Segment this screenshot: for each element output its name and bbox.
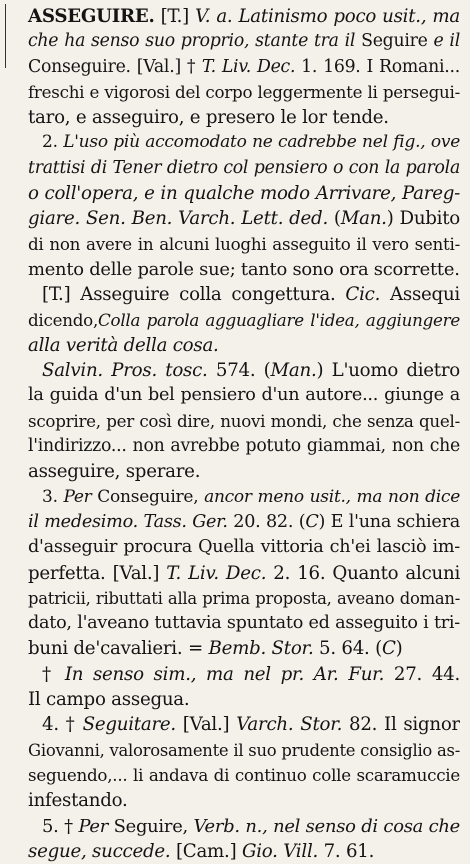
text-run: 2. bbox=[42, 132, 64, 153]
italic-run: Salvin. Pros. tosc. bbox=[42, 360, 208, 382]
text-run: dicendo, bbox=[28, 309, 99, 330]
italic-run: Gio. Vill. bbox=[241, 840, 319, 862]
text-line bbox=[8, 29, 460, 54]
text-run: asseguire, sperare. bbox=[28, 461, 201, 483]
italic-run: ma bbox=[432, 6, 460, 27]
text-run: mento delle parole sue; tanto sono ora scorrette. bbox=[28, 258, 460, 280]
text-run: l'indirizzo... non avrebbe potuto giammai, non che bbox=[28, 436, 460, 457]
text-run: scoprire, per così dire, nuovi mondi, che senza quel- bbox=[28, 410, 460, 431]
text-run: ) L'uomo dietro bbox=[316, 360, 460, 382]
text-run: 5. † bbox=[42, 815, 79, 837]
italic-run: Bemb. Stor. bbox=[208, 638, 314, 660]
text-line bbox=[8, 257, 460, 282]
headword: ASSEGUIRE. bbox=[28, 6, 155, 27]
italic-run: Colla parola agguagliare l'idea, aggiungere bbox=[98, 309, 460, 330]
text-run: ) Dubito bbox=[386, 208, 460, 230]
text-line bbox=[8, 712, 460, 737]
italic-run: T. Liv. Dec. bbox=[201, 56, 296, 77]
italic-run: Man. bbox=[270, 360, 317, 382]
text-line bbox=[8, 130, 460, 155]
text-line bbox=[8, 80, 460, 105]
text-run: perfetta. [Val.] bbox=[28, 562, 167, 584]
text-line bbox=[8, 4, 460, 29]
text-line bbox=[8, 485, 460, 510]
text-run: d'asseguir procura Quella vittoria ch'ei lasciò im- bbox=[28, 537, 460, 558]
text-run: ( bbox=[327, 208, 341, 230]
italic-run: C bbox=[381, 638, 396, 660]
text-run: 574. ( bbox=[207, 360, 271, 382]
text-line bbox=[8, 358, 460, 383]
text-run: [Val.] bbox=[175, 714, 237, 736]
text-line bbox=[8, 763, 460, 788]
text-run: 82. Il signor bbox=[342, 714, 460, 736]
text-run: 7. 61. bbox=[318, 840, 375, 862]
italic-run: Varch. Stor. bbox=[236, 714, 343, 736]
italic-run: Per bbox=[63, 486, 92, 507]
italic-run: il medesimo. Tass. Ger. bbox=[28, 511, 228, 532]
text-run: Seguire bbox=[355, 31, 434, 52]
italic-run: alla verità della cosa. bbox=[28, 334, 219, 356]
text-line bbox=[8, 738, 460, 763]
text-run: dato, l'aveano tuttavia spuntato ed asseguito i tri- bbox=[28, 613, 460, 634]
italic-run: T. Liv. Dec. bbox=[166, 562, 267, 584]
text-line bbox=[8, 788, 460, 813]
text-run: la guida d'un bel pensiero d'un autore... giunge a bbox=[28, 385, 460, 406]
text-run: patricii, ributtati alla prima proposta, aveano doman- bbox=[28, 588, 460, 608]
italic-run: C bbox=[305, 511, 319, 532]
text-run: freschi e vigorosi del corpo leggermente li persegui- bbox=[28, 81, 460, 102]
italic-run: In senso sim., ma nel pr. Ar. Fur. bbox=[64, 663, 385, 685]
text-run: Giovanni, valorosamente il suo prudente consiglio as- bbox=[28, 740, 460, 760]
text-line bbox=[8, 662, 460, 687]
text-run: [Cam.] bbox=[170, 840, 242, 862]
text-run: ) E l'una schiera bbox=[318, 511, 460, 532]
text-run: [T.] Asseguire colla congettura. bbox=[42, 284, 346, 306]
italic-run: Seguitare. bbox=[82, 714, 176, 736]
text-run: 2. 16. Quanto alcuni bbox=[266, 562, 460, 584]
italic-run: e il bbox=[433, 31, 460, 52]
text-run: 20. 82. ( bbox=[227, 511, 306, 532]
text-line bbox=[8, 206, 460, 231]
text-run: infestando. bbox=[28, 790, 128, 812]
text-line bbox=[8, 434, 460, 459]
text-run: Conseguire, bbox=[91, 486, 205, 507]
text-run: Assequi bbox=[380, 284, 460, 306]
italic-run: giare. Sen. Ben. Varch. Lett. ded. bbox=[28, 208, 328, 230]
italic-run: Verb. n., nel senso di cosa che bbox=[193, 815, 460, 837]
text-run: Il campo assegua. bbox=[28, 689, 190, 711]
italic-run: V. a. Latinismo poco usit., bbox=[195, 6, 427, 27]
italic-run: trattisi di bbox=[28, 157, 107, 178]
text-run: 4. † bbox=[42, 714, 83, 736]
italic-run: o coll'opera, e in qualche modo bbox=[28, 183, 310, 205]
text-line bbox=[8, 308, 460, 333]
text-line bbox=[8, 561, 460, 586]
text-line bbox=[8, 383, 460, 408]
italic-run: Man. bbox=[340, 208, 387, 230]
text-line bbox=[8, 156, 460, 181]
text-run: 5. 64. ( bbox=[313, 638, 382, 660]
text-line bbox=[8, 409, 460, 434]
text-line bbox=[8, 282, 460, 307]
text-run: ) bbox=[395, 638, 403, 660]
text-run: Seguire, bbox=[108, 815, 194, 837]
text-line bbox=[8, 510, 460, 535]
italic-run: che ha senso suo proprio, stante tra il bbox=[28, 31, 356, 52]
text-line bbox=[8, 55, 460, 80]
italic-run: Arrivare, Pareg- bbox=[309, 183, 460, 205]
text-line bbox=[8, 535, 460, 560]
text-line bbox=[8, 232, 460, 257]
italic-run: Tener dietro col pensiero o con la parola bbox=[106, 157, 460, 178]
text-line bbox=[8, 181, 460, 206]
text-run: di non avere in alcuni luoghi asseguito il vero senti- bbox=[28, 233, 460, 254]
italic-run: L'uso più accomodato ne cadrebbe nel fig., ove bbox=[63, 132, 460, 153]
text-run: 1. 169. I Romani... bbox=[295, 56, 460, 77]
text-run: 27. 44. bbox=[384, 663, 460, 685]
text-line bbox=[8, 611, 460, 636]
text-line bbox=[8, 687, 460, 712]
italic-run: segue, succede. bbox=[28, 840, 171, 862]
italic-run: ancor meno usit., ma non dice bbox=[204, 486, 460, 507]
text-line bbox=[8, 105, 460, 130]
italic-run: Per bbox=[78, 815, 109, 837]
text-run: [T.] bbox=[154, 6, 196, 27]
text-line bbox=[8, 636, 460, 661]
text-line bbox=[8, 814, 460, 839]
text-run: Conseguire. [Val.] † bbox=[28, 56, 202, 77]
italic-run: Cic. bbox=[345, 284, 381, 306]
text-line bbox=[8, 839, 460, 864]
text-line bbox=[8, 333, 460, 358]
text-run: seguendo,... li andava di continuo colle scaramuccie bbox=[28, 764, 460, 785]
text-run: buni de'cavalieri. = bbox=[28, 638, 209, 660]
text-run: † bbox=[42, 663, 65, 685]
text-line bbox=[8, 459, 460, 484]
dictionary-entry-asseguire bbox=[8, 4, 460, 864]
text-run: taro, e asseguiro, e presero le lor tende. bbox=[28, 107, 389, 129]
margin-rule bbox=[5, 4, 6, 68]
text-line bbox=[8, 586, 460, 611]
text-run: 3. bbox=[42, 486, 64, 507]
